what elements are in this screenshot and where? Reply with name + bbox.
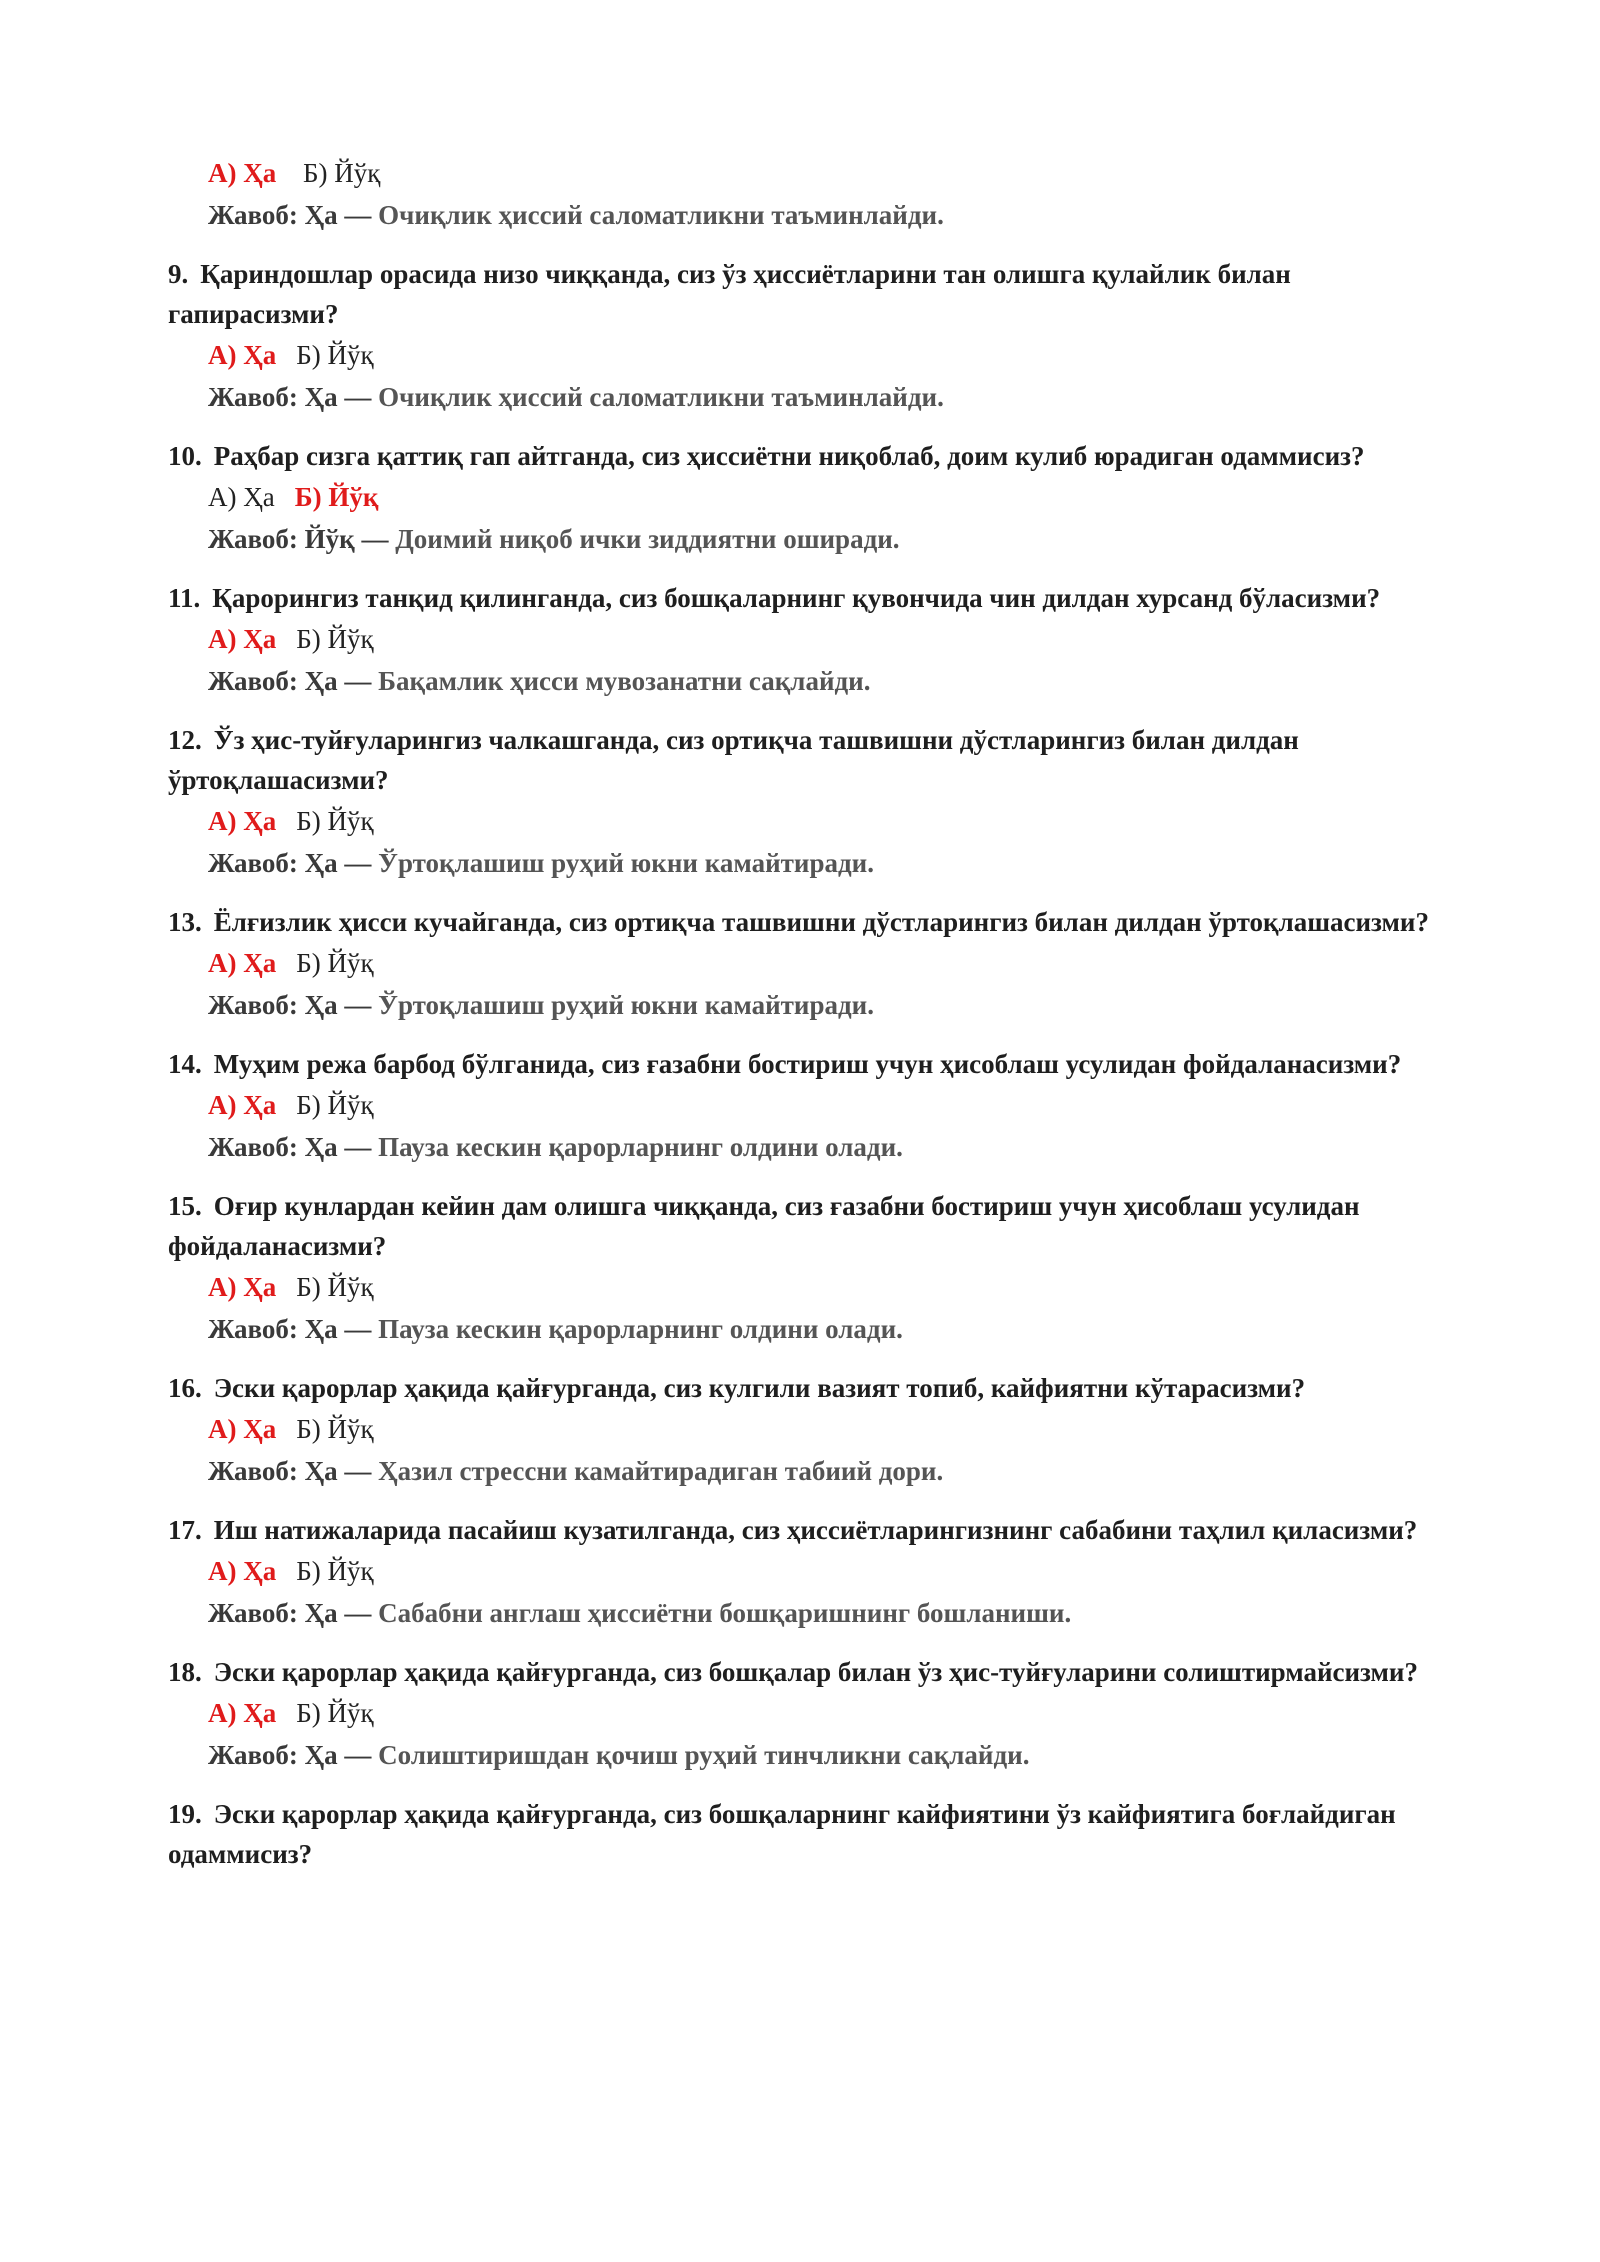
option-a: А) Ҳа: [208, 1090, 277, 1120]
option-b: Б) Йўқ: [296, 806, 374, 836]
question-number: 15.: [168, 1191, 202, 1221]
options-row: [168, 1266, 1440, 1308]
question-text: [168, 1044, 1440, 1084]
question-list: [168, 236, 1440, 1874]
answer-text: Ўртоқлашиш руҳий юкни камайтиради.: [378, 990, 874, 1020]
question-block: [168, 702, 1440, 884]
question-text: [168, 720, 1440, 800]
question-body: Эски қарорлар ҳақида қайғурганда, сиз кулгили вазият топиб, кайфиятни кўтарасизми?: [213, 1373, 1306, 1403]
question-number: 13.: [168, 907, 202, 937]
question-block: [168, 1168, 1440, 1350]
answer-text: Очиқлик ҳиссий саломатликни таъминлайди.: [378, 200, 944, 230]
question-text: [168, 1186, 1440, 1266]
spacer: [168, 702, 1440, 720]
question-body: Муҳим режа барбод бўлганида, сиз ғазабни бостириш учун ҳисоблаш усулидан фойдаланасизми?: [213, 1049, 1402, 1079]
options-row: [168, 152, 1440, 194]
spacer: [168, 1026, 1440, 1044]
question-text: [168, 254, 1440, 334]
answer-line: [168, 842, 1440, 884]
question-text: [168, 1368, 1440, 1408]
option-a: А) Ҳа: [208, 1556, 277, 1586]
spacer: [168, 884, 1440, 902]
answer-text: Пауза кескин қарорларнинг олдини олади.: [378, 1132, 903, 1162]
options-row: [168, 800, 1440, 842]
question-body: Раҳбар сизга қаттиқ гап айтганда, сиз ҳиссиётни ниқоблаб, доим кулиб юрадиган одаммисиз?: [213, 441, 1365, 471]
answer-line: [168, 194, 1440, 236]
options-row: [168, 476, 1440, 518]
question-body: Эски қарорлар ҳақида қайғурганда, сиз бошқалар билан ўз ҳис-туйғуларини солиштирмайсизми?: [213, 1657, 1418, 1687]
options-row: [168, 334, 1440, 376]
options-row: [168, 618, 1440, 660]
answer-text: Солиштиришдан қочиш руҳий тинчликни сақлайди.: [378, 1740, 1030, 1770]
answer-label: Жавоб: Ҳа —: [208, 1132, 372, 1162]
answer-line: [168, 1734, 1440, 1776]
answer-label: Жавоб: Йўқ —: [208, 524, 389, 554]
answer-label: Жавоб: Ҳа —: [208, 666, 372, 696]
question-block: [168, 1634, 1440, 1776]
option-a: А) Ҳа: [208, 1414, 277, 1444]
answer-text: Ҳазил стрессни камайтирадиган табиий дори.: [378, 1456, 944, 1486]
option-a: А) Ҳа: [208, 1272, 277, 1302]
question-body: Ёлғизлик ҳисси кучайганда, сиз ортиқча ташвишни дўстларингиз билан дилдан ўртоқлашасизми?: [213, 907, 1429, 937]
answer-label: Жавоб: Ҳа —: [208, 1598, 372, 1628]
answer-label: Жавоб: Ҳа —: [208, 990, 372, 1020]
question-8-tail: [168, 152, 1440, 236]
question-number: 18.: [168, 1657, 202, 1687]
answer-label: Жавоб: Ҳа —: [208, 1456, 372, 1486]
option-b: Б) Йўқ: [296, 624, 374, 654]
options-row: [168, 1692, 1440, 1734]
spacer: [168, 1776, 1440, 1794]
answer-text: Бақамлик ҳисси мувозанатни сақлайди.: [378, 666, 871, 696]
question-text: [168, 1510, 1440, 1550]
question-block: [168, 418, 1440, 560]
option-b: Б) Йўқ: [296, 948, 374, 978]
question-block: [168, 1026, 1440, 1168]
option-b: Б) Йўқ: [296, 1090, 374, 1120]
option-a: А) Ҳа: [208, 340, 277, 370]
answer-text: Очиқлик ҳиссий саломатликни таъминлайди.: [378, 382, 944, 412]
answer-text: Ўртоқлашиш руҳий юкни камайтиради.: [378, 848, 874, 878]
answer-label: Жавоб: Ҳа —: [208, 1740, 372, 1770]
answer-line: [168, 1126, 1440, 1168]
question-block: [168, 884, 1440, 1026]
answer-line: [168, 518, 1440, 560]
spacer: [168, 1492, 1440, 1510]
answer-text: Сабабни англаш ҳиссиётни бошқаришнинг бошланиши.: [378, 1598, 1072, 1628]
answer-line: [168, 984, 1440, 1026]
answer-label: Жавоб: Ҳа —: [208, 200, 372, 230]
question-body: Ўз ҳис-туйғуларингиз чалкашганда, сиз ортиқча ташвишни дўстларингиз билан дилдан ўртоқлашасизми?: [168, 725, 1299, 795]
question-number: 11.: [168, 583, 201, 613]
spacer: [168, 1634, 1440, 1652]
question-body: Иш натижаларида пасайиш кузатилганда, сиз ҳиссиётларингизнинг сабабини таҳлил қиласизми?: [213, 1515, 1418, 1545]
question-block: [168, 1350, 1440, 1492]
options-row: [168, 1550, 1440, 1592]
option-a: А) Ҳа: [208, 948, 277, 978]
option-b: Б) Йўқ: [296, 1414, 374, 1444]
answer-label: Жавоб: Ҳа —: [208, 382, 372, 412]
answer-label: Жавоб: Ҳа —: [208, 1314, 372, 1344]
answer-line: [168, 1450, 1440, 1492]
spacer: [168, 1168, 1440, 1186]
question-body: Оғир кунлардан кейин дам олишга чиққанда, сиз ғазабни бостириш учун ҳисоблаш усулидан фойдаланасизми?: [168, 1191, 1360, 1261]
question-block: [168, 1492, 1440, 1634]
question-number: 10.: [168, 441, 202, 471]
answer-text: Пауза кескин қарорларнинг олдини олади.: [378, 1314, 903, 1344]
option-a: А) Ҳа: [208, 482, 275, 512]
question-number: 9.: [168, 259, 189, 289]
options-row: [168, 1408, 1440, 1450]
question-number: 14.: [168, 1049, 202, 1079]
answer-line: [168, 376, 1440, 418]
option-b: Б) Йўқ: [296, 1698, 374, 1728]
option-b: Б) Йўқ: [303, 158, 381, 188]
question-block: [168, 560, 1440, 702]
option-b: Б) Йўқ: [296, 1556, 374, 1586]
spacer: [168, 236, 1440, 254]
option-a: А) Ҳа: [208, 806, 277, 836]
answer-line: [168, 660, 1440, 702]
spacer: [168, 418, 1440, 436]
question-block: [168, 236, 1440, 418]
spacer: [168, 1350, 1440, 1368]
question-text: [168, 578, 1440, 618]
option-b: Б) Йўқ: [294, 482, 379, 512]
option-a: А) Ҳа: [208, 1698, 277, 1728]
question-body: Қарорингиз танқид қилинганда, сиз бошқаларнинг қувончида чин дилдан хурсанд бўласизми?: [212, 583, 1381, 613]
question-number: 19.: [168, 1799, 202, 1829]
options-row: [168, 942, 1440, 984]
answer-text: Доимий ниқоб ички зиддиятни оширади.: [395, 524, 900, 554]
question-text: [168, 902, 1440, 942]
question-block: [168, 1776, 1440, 1874]
option-b: Б) Йўқ: [296, 340, 374, 370]
question-number: 16.: [168, 1373, 202, 1403]
answer-line: [168, 1308, 1440, 1350]
question-body: Қариндошлар орасида низо чиққанда, сиз ўз ҳиссиётларини тан олишга қулайлик билан гапирасизми?: [168, 259, 1291, 329]
option-a: А) Ҳа: [208, 158, 277, 188]
question-number: 17.: [168, 1515, 202, 1545]
question-text: [168, 436, 1440, 476]
question-body: Эски қарорлар ҳақида қайғурганда, сиз бошқаларнинг кайфиятини ўз кайфиятига боғлайдиган одаммисиз?: [168, 1799, 1396, 1869]
option-b: Б) Йўқ: [296, 1272, 374, 1302]
question-text: [168, 1794, 1440, 1874]
spacer: [168, 560, 1440, 578]
answer-line: [168, 1592, 1440, 1634]
question-text: [168, 1652, 1440, 1692]
answer-label: Жавоб: Ҳа —: [208, 848, 372, 878]
question-number: 12.: [168, 725, 202, 755]
options-row: [168, 1084, 1440, 1126]
option-a: А) Ҳа: [208, 624, 277, 654]
